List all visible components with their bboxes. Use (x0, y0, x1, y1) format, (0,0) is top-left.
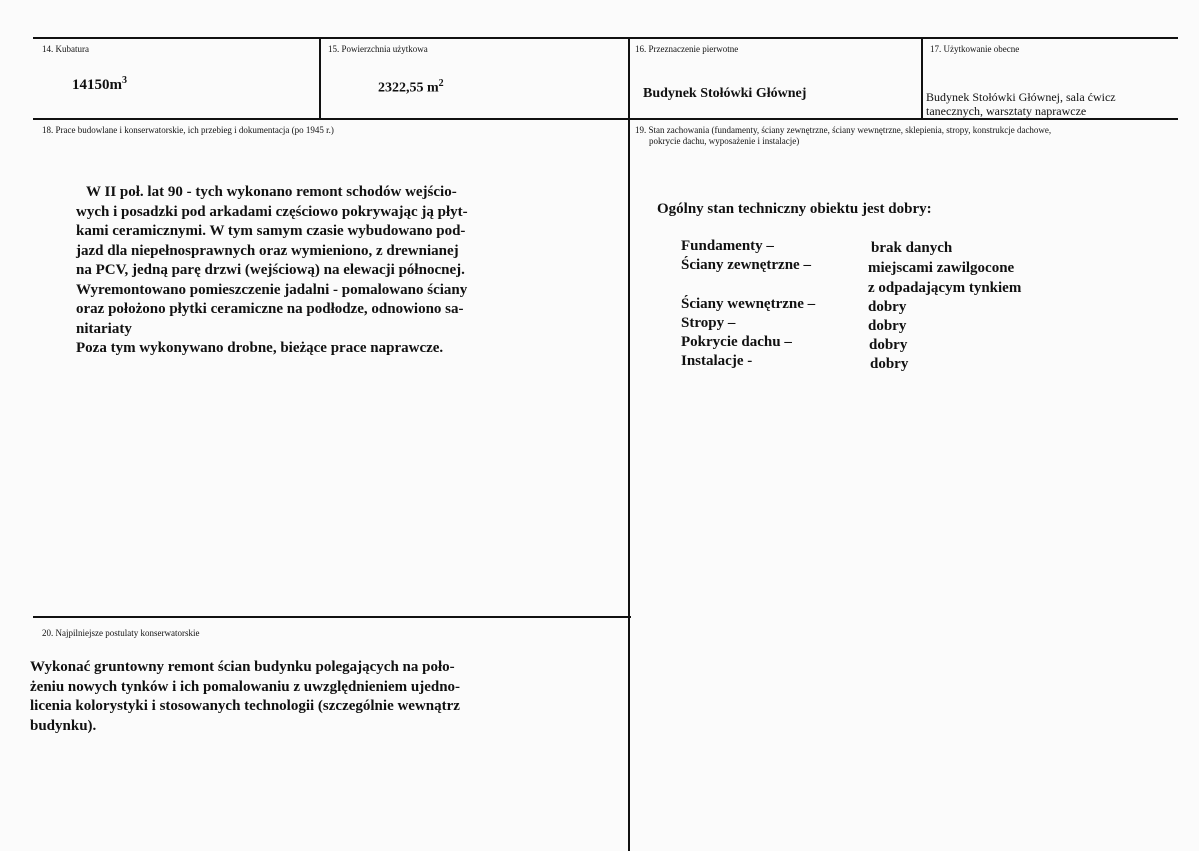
postulaty-line: budynku). (30, 717, 97, 734)
uzytkowanie-value-line2: tanecznych, warsztaty naprawcze (926, 104, 1087, 118)
prace-line: wych i posadzki pod arkadami częściowo pokrywając ją płyt- (76, 203, 468, 220)
prace-line: kami ceramicznymi. W tym samym czasie wybudowano pod- (76, 223, 466, 239)
postulaty-line: Wykonać gruntowny remont ścian budynku polegających na poło- (30, 659, 455, 675)
stan-label-line1: 19. Stan zachowania (fundamenty, ściany zewnętrzne, ściany wewnętrzne, sklepienia, stropy, konstrukcje dachowe, (635, 125, 1052, 135)
uzytkowanie-label: 17. Użytkowanie obecne (930, 44, 1020, 54)
stan-row-value: z odpadającym tynkiem (868, 280, 1022, 296)
col2-divider (628, 37, 630, 851)
prace-line: Poza tym wykonywano drobne, bieżące prace naprawcze. (76, 340, 444, 356)
kubatura-label: 14. Kubatura (42, 44, 89, 54)
kubatura-unit-sup: 3 (122, 75, 127, 86)
row2-left-border (33, 616, 631, 618)
postulaty-text (30, 658, 460, 736)
prace-line: jazd dla niepełnosprawnych oraz wymieniono, z drewnianej (76, 242, 459, 259)
prace-line: oraz położono płytki ceramiczne na podłodze, odnowiono sa- (76, 301, 464, 317)
row1-border (33, 118, 1178, 120)
powierzchnia-label: 15. Powierzchnia użytkowa (328, 44, 428, 54)
uzytkowanie-value (926, 90, 1176, 118)
powierzchnia-number: 2322,55 m (378, 80, 439, 96)
kubatura-number: 14150m (72, 77, 122, 93)
prace-line: Wyremontowano pomieszczenie jadalni - pomalowano ściany (76, 281, 468, 298)
stan-row-value: dobry (870, 356, 909, 372)
kubatura-value (72, 75, 127, 94)
stan-row-label: Fundamenty – (681, 238, 774, 254)
postulaty-line: żeniu nowych tynków i ich pomalowaniu z uwzględnieniem ujedno- (30, 678, 461, 695)
col3-divider (921, 37, 923, 119)
stan-row-value: miejscami zawilgocone (868, 260, 1015, 276)
stan-row-value: dobry (868, 299, 907, 315)
prace-line: na PCV, jedną parę drzwi (wejściową) na elewacji północnej. (76, 262, 465, 278)
stan-row-value: dobry (868, 318, 907, 334)
stan-heading: Ogólny stan techniczny obiektu jest dobry: (657, 201, 932, 217)
col1-divider (319, 37, 321, 119)
stan-row-label: Pokrycie dachu – (681, 334, 792, 350)
prace-line: nitariaty (76, 320, 132, 337)
postulaty-label: 20. Najpilniejsze postulaty konserwatorskie (42, 628, 200, 638)
stan-label-line2: pokrycie dachu, wyposażenie i instalacje) (649, 136, 800, 146)
stan-row-value: dobry (869, 337, 908, 353)
prace-line: W II poł. lat 90 - tych wykonano remont schodów wejścio- (86, 184, 457, 200)
prace-label: 18. Prace budowlane i konserwatorskie, ich przebieg i dokumentacja (po 1945 r.) (42, 125, 334, 135)
prace-text (76, 183, 468, 359)
powierzchnia-unit-sup: 2 (438, 78, 444, 89)
stan-table (681, 237, 1081, 377)
stan-row-label: Stropy – (681, 315, 736, 331)
przeznaczenie-label: 16. Przeznaczenie pierwotne (635, 44, 739, 54)
przeznaczenie-value: Budynek Stołówki Głównej (643, 86, 807, 101)
stan-row-value: brak danych (871, 240, 953, 256)
powierzchnia-value (378, 78, 444, 97)
stan-row-label: Instalacje - (681, 353, 753, 369)
postulaty-line: licenia kolorystyki i stosowanych technologii (szczególnie wewnątrz (30, 698, 460, 714)
stan-row-label: Ściany wewnętrzne – (681, 296, 816, 312)
top-border (33, 37, 1178, 39)
uzytkowanie-value-line1: Budynek Stołówki Głównej, sala ćwicz (926, 90, 1116, 104)
stan-label (635, 125, 1051, 147)
stan-row-label: Ściany zewnętrzne – (681, 257, 811, 273)
